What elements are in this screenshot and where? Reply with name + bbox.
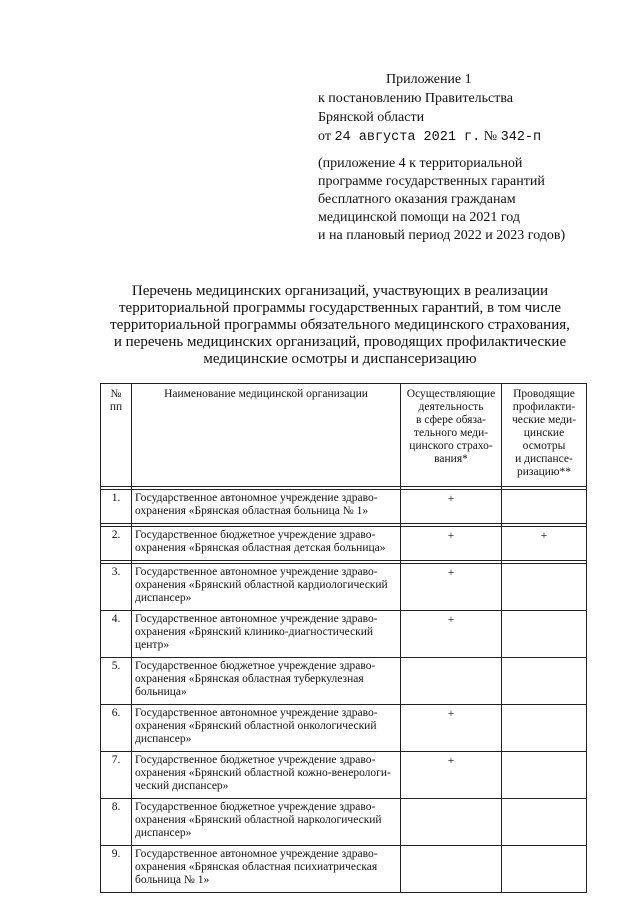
row-oms-mark: + <box>401 564 502 611</box>
row-prof-mark <box>502 705 587 752</box>
row-name-line: охранения «Брянская областная детская больница» <box>135 542 386 554</box>
header-text: профилакти- <box>512 401 576 413</box>
header-text: и диспансе- <box>515 453 573 465</box>
row-oms-mark: + <box>401 490 502 524</box>
row-oms-mark: + <box>401 752 502 799</box>
row-name-line: Государственное автономное учреждение здраво- <box>135 492 378 504</box>
note-block <box>318 155 565 245</box>
appendix-line: к постановлению Правительства <box>318 91 514 106</box>
title-line: медицинские осмотры и диспансеризацию <box>203 351 477 367</box>
table-row <box>101 799 587 846</box>
header-text: цинского страхо- <box>409 440 493 452</box>
appendix-title: Приложение 1 <box>386 72 472 87</box>
row-prof-mark <box>502 658 587 705</box>
row-number: 1. <box>101 490 132 524</box>
row-name-line: Государственное автономное учреждение здраво- <box>135 613 378 625</box>
row-name-line: диспансер» <box>135 733 192 745</box>
row-number: 8. <box>101 799 132 846</box>
row-oms-mark: + <box>401 527 502 561</box>
row-name-line: больница» <box>135 686 187 698</box>
header-oms <box>401 384 502 487</box>
title-line: территориальной программы государственных гарантий, в том числе <box>118 300 562 316</box>
row-name-line: охранения «Брянская областная туберкулезная <box>135 673 364 685</box>
row-name-line: Государственное автономное учреждение здраво- <box>135 566 378 578</box>
row-prof-mark <box>502 752 587 799</box>
row-number: 3. <box>101 564 132 611</box>
row-prof-mark <box>502 490 587 524</box>
table-row <box>101 658 587 705</box>
row-name-line: охранения «Брянский областной наркологический <box>135 814 382 826</box>
title-line: Перечень медицинских организаций, участвующих в реализации <box>131 283 549 299</box>
header-text: осмотры <box>522 440 566 452</box>
row-prof-mark: + <box>502 527 587 561</box>
row-name <box>132 527 401 561</box>
row-name-line: диспансер» <box>135 827 192 839</box>
table-row <box>101 564 587 611</box>
row-number: 4. <box>101 611 132 658</box>
row-number: 7. <box>101 752 132 799</box>
row-name-line: охранения «Брянская областная больница № 1» <box>135 505 369 517</box>
table-row <box>101 846 587 893</box>
row-name-line: Государственное автономное учреждение здраво- <box>135 707 378 719</box>
date-prefix: от <box>318 129 331 144</box>
note-line: программе государственных гарантий <box>318 174 545 189</box>
row-name-line: больница № 1» <box>135 874 210 886</box>
row-number: 2. <box>101 527 132 561</box>
header-text: цинские <box>523 427 565 439</box>
row-number: 6. <box>101 705 132 752</box>
row-prof-mark <box>502 846 587 893</box>
row-name-line: Государственное бюджетное учреждение здраво- <box>135 754 376 766</box>
row-number: 9. <box>101 846 132 893</box>
row-name <box>132 611 401 658</box>
row-prof-mark <box>502 799 587 846</box>
note-line: бесплатного оказания гражданам <box>318 192 516 207</box>
row-name <box>132 564 401 611</box>
header-prof <box>502 384 587 487</box>
row-name-line: ческий диспансер» <box>135 780 229 792</box>
header-text: Осуществляющие <box>406 388 496 400</box>
appendix-line: Брянской области <box>318 110 425 125</box>
header-text: Наименование медицинской организации <box>164 388 368 400</box>
title-line: территориальной программы обязательного медицинского страхования, <box>110 317 570 333</box>
row-prof-mark <box>502 564 587 611</box>
row-name <box>132 752 401 799</box>
organizations-table <box>100 383 587 893</box>
row-name-line: Государственное бюджетное учреждение здраво- <box>135 660 376 672</box>
note-line: и на плановый период 2022 и 2023 годов) <box>318 228 566 243</box>
header-text: вания* <box>434 453 468 465</box>
row-name-line: охранения «Брянская областная психиатрическая <box>135 861 378 873</box>
header-text: в сфере обяза- <box>416 414 486 426</box>
header-text: ризацию** <box>517 466 571 478</box>
row-name-line: диспансер» <box>135 592 192 604</box>
row-oms-mark <box>401 799 502 846</box>
row-oms-mark <box>401 846 502 893</box>
number-sign: № <box>483 129 498 144</box>
table-row <box>101 527 587 561</box>
row-name <box>132 799 401 846</box>
header-name <box>132 384 401 487</box>
table-row <box>101 752 587 799</box>
appendix-block <box>318 70 541 147</box>
row-name-line: Государственное автономное учреждение здраво- <box>135 848 378 860</box>
row-oms-mark <box>401 658 502 705</box>
row-oms-mark: + <box>401 705 502 752</box>
table-header-row <box>101 384 587 487</box>
document-title <box>90 283 590 368</box>
table-row <box>101 611 587 658</box>
table-row <box>101 490 587 524</box>
row-name <box>132 658 401 705</box>
row-prof-mark <box>502 611 587 658</box>
row-oms-mark: + <box>401 611 502 658</box>
row-name <box>132 705 401 752</box>
header-number <box>101 384 132 487</box>
appendix-date-line <box>318 127 541 147</box>
number-value: 342-п <box>500 130 542 145</box>
row-name-line: охранения «Брянский областной кардиологический <box>135 579 388 591</box>
header-text: пп <box>109 401 123 413</box>
row-name-line: охранения «Брянский областной кожно-венерологи- <box>135 767 391 779</box>
row-name <box>132 490 401 524</box>
date-value: 24 августа 2021 г. <box>334 130 481 145</box>
row-name-line: охранения «Брянский областной онкологический <box>135 720 377 732</box>
row-name-line: центр» <box>135 639 170 651</box>
row-name-line: Государственное бюджетное учреждение здраво- <box>135 529 376 541</box>
header-text: тельного меди- <box>413 427 489 439</box>
row-name <box>132 846 401 893</box>
note-line: медицинской помощи на 2021 год <box>318 210 520 225</box>
header-text: Проводящие <box>513 388 575 400</box>
row-number: 5. <box>101 658 132 705</box>
header-text: № <box>110 388 122 400</box>
table-row <box>101 705 587 752</box>
header-text: деятельность <box>418 401 484 413</box>
row-name-line: Государственное бюджетное учреждение здраво- <box>135 801 376 813</box>
row-name-line: охранения «Брянский клинико-диагностический <box>135 626 374 638</box>
title-line: и перечень медицинских организаций, проводящих профилактические <box>113 334 567 350</box>
note-line: (приложение 4 к территориальной <box>318 156 523 171</box>
header-text: ческие меди- <box>511 414 577 426</box>
